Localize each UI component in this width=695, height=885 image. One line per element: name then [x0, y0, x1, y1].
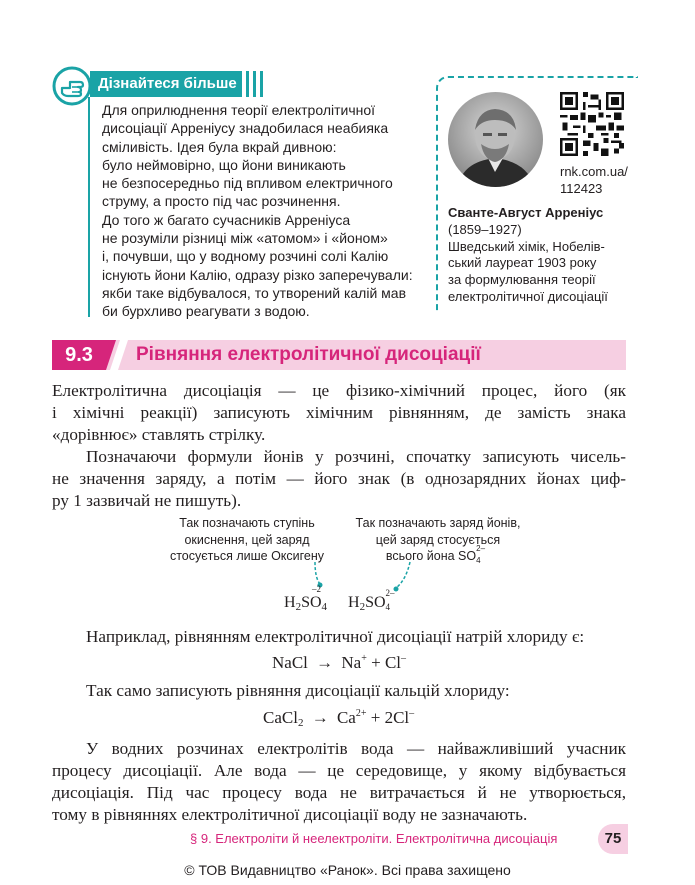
- equation-ion: 2Cl: [384, 708, 410, 727]
- note-line: Так позначають заряд йонів,: [355, 516, 521, 530]
- formula-subscript: 4: [321, 601, 328, 613]
- learn-more-line: було неймовірно, що йони виникають: [102, 156, 346, 173]
- equation-charge: –: [409, 708, 415, 719]
- paragraph-line: Електролітична дисоціація — це фізико-хімічний процес, його (як: [52, 381, 626, 400]
- learn-more-line: не безпосередньо під впливом електричного: [102, 175, 393, 192]
- note-line: окиснення, цей заряд: [184, 532, 310, 547]
- equation-charge: 2+: [355, 708, 367, 719]
- learn-more-line: не розуміли різниці між «атомом» і «йоном»: [102, 230, 388, 247]
- learn-more-rule: [88, 97, 90, 317]
- paragraph-ion-notation: [52, 446, 626, 512]
- formula-ion-charge: 2–: [385, 588, 395, 598]
- hand-pointing-icon: [52, 66, 92, 106]
- section-header-slant: [106, 340, 128, 370]
- person-desc-line: Шведський хімік, Нобелів-: [448, 238, 605, 254]
- person-desc-line: ський лауреат 1903 року: [448, 255, 597, 271]
- paragraph-line: і хімічні реакції) записують хімічним рівнянням, де замість знака: [52, 403, 626, 422]
- note-line: стосується лише Оксигену: [169, 549, 325, 563]
- person-desc-line: за формулювання теорії: [448, 272, 596, 288]
- learn-more-line: би бурхливо реагувати з водою.: [102, 303, 310, 320]
- paragraph-definition: [52, 380, 626, 446]
- paragraph-line: Позначаючи формули йонів у розчині, спочатку записують чисель-: [86, 447, 626, 466]
- resource-url-line: 112423: [560, 181, 603, 196]
- formula-symbol: H: [348, 594, 360, 611]
- person-caption: [448, 205, 638, 306]
- note-line: Так позначають ступінь: [179, 516, 315, 530]
- note-ion-charge: [338, 515, 538, 565]
- formula-symbol: SO: [365, 594, 386, 611]
- section-number: 9.3: [52, 340, 106, 370]
- note-oxidation-state: [152, 515, 342, 565]
- arrow-right-icon: →: [316, 653, 334, 672]
- resource-url-line: rnk.com.ua/: [560, 164, 628, 179]
- person-name: Сванте-Август Арреніус: [448, 205, 604, 220]
- paragraph-line: не значення заряду, а потім — його знак (в однозарядних йонах циф-: [52, 469, 626, 488]
- note-ion-sup: 2–: [476, 544, 486, 553]
- equation-nacl: [272, 653, 406, 673]
- equation-ion: Na: [341, 653, 362, 672]
- paragraph-line: «дорівнює» ставлять стрілку.: [52, 425, 266, 444]
- learn-more-line: До того ж багато сучасників Арреніуса: [102, 211, 351, 228]
- formula-ion-example: [348, 588, 400, 613]
- person-years: (1859–1927): [448, 221, 522, 237]
- page-number: 75: [598, 824, 628, 854]
- learn-more-title: Дізнайтеся більше: [90, 71, 242, 97]
- equation-ion: Ca: [336, 708, 356, 727]
- paragraph-line: дисоціація. Під час процесу вода не витрачається й не утворюється,: [52, 783, 626, 802]
- equation-ion: Cl: [384, 653, 402, 672]
- qr-code-icon[interactable]: [560, 92, 624, 156]
- copyright-notice: © ТОВ Видавництво «Ранок». Всі права захищено: [184, 862, 511, 878]
- formula-oxidation-example: [284, 584, 328, 613]
- portrait-photo: [448, 92, 543, 187]
- resource-url[interactable]: [560, 163, 628, 197]
- learn-more-stripes: [244, 71, 268, 97]
- paragraph-cacl2-intro: Так само записують рівняння дисоціації кальцій хлориду:: [86, 681, 510, 700]
- learn-more-line: і, почувши, що у водному розчині солі Калію: [102, 248, 389, 265]
- note-ion-sub: 4: [476, 556, 481, 565]
- paragraph-line: процесу дисоціації. Але вода — це середовище, у якому відбувається: [52, 761, 626, 780]
- formula-symbol: S: [301, 594, 310, 611]
- learn-more-line: існують йони Калію, одразу різко заперечували:: [102, 266, 413, 283]
- paragraph-water-role: [52, 738, 626, 826]
- equation-lhs: NaCl: [272, 653, 308, 672]
- learn-more-line: струму, а просто під час розчинення.: [102, 193, 341, 210]
- learn-more-text: [102, 101, 432, 321]
- section-title: Рівняння електролітичної дисоціації: [136, 344, 481, 365]
- formula-subscript: 2: [359, 601, 366, 613]
- formula-subscript: 4: [385, 602, 391, 612]
- equation-plus: +: [371, 653, 381, 672]
- learn-more-line: дисоціації Арреніусу знадобилася неабияка: [102, 120, 389, 137]
- person-desc-line: електролітичної дисоціації: [448, 288, 608, 304]
- learn-more-line: якби таке відбувалося, то утворений калій мав: [102, 284, 407, 301]
- equation-lhs: CaCl: [263, 708, 298, 727]
- learn-more-line: Для оприлюднення теорії електролітичної: [102, 102, 376, 118]
- equation-subscript: 2: [297, 717, 304, 729]
- formula-symbol: O: [309, 594, 322, 611]
- formula-oxidation-state: –2: [311, 584, 321, 594]
- running-footer: § 9. Електроліти й неелектроліти. Електролітична дисоціація: [190, 831, 558, 846]
- paragraph-nacl-intro: Наприклад, рівнянням електролітичної дисоціації натрій хлориду є:: [86, 627, 585, 646]
- paragraph-line: ру 1 зазвичай не пишуть).: [52, 491, 242, 510]
- paragraph-line: тому в рівняннях електролітичної дисоціації воду не зазначають.: [52, 805, 528, 824]
- note-line-text: всього йона SO: [385, 549, 477, 563]
- equation-cacl2: [263, 708, 414, 729]
- learn-more-line: сміливість. Ідея була вкрай дивною:: [102, 138, 337, 155]
- paragraph-line: У водних розчинах електролітів вода — найважливіший учасник: [86, 739, 626, 758]
- formula-symbol: H: [284, 594, 296, 611]
- arrow-right-icon: →: [311, 708, 329, 727]
- formula-subscript: 2: [295, 601, 302, 613]
- equation-plus: +: [370, 708, 381, 727]
- equation-charge: +: [361, 653, 367, 664]
- note-line: цей заряд стосується: [375, 532, 501, 547]
- equation-charge: –: [401, 653, 407, 664]
